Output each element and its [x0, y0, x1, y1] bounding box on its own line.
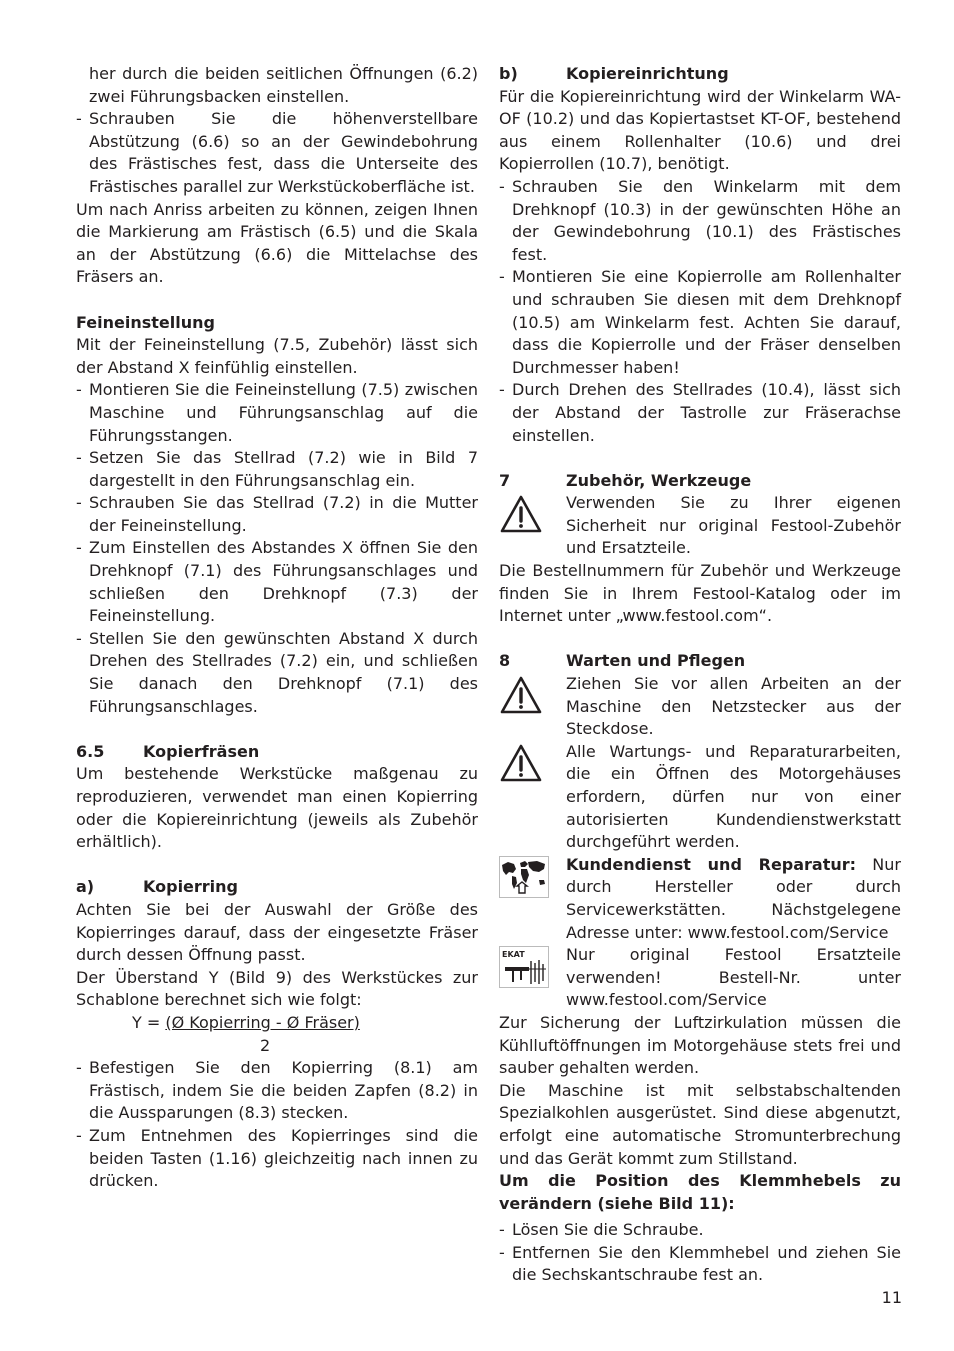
- warning-icon: [499, 492, 566, 560]
- paragraph: Zur Sicherung der Luftzirkulation müssen die Kühlluftöffnungen im Motorgehäuse stets frei und sauber gehalten werden.: [499, 1012, 901, 1078]
- intro-continuation: her durch die beiden seitlichen Öffnungen (6.2) zwei Führungsbacken einstellen.: [89, 64, 478, 106]
- page-number: 11: [881, 1288, 902, 1307]
- section-number: 8: [499, 651, 511, 671]
- warning-text: Ziehen Sie vor allen Arbeiten an der Maschine den Netzstecker aus der Steckdose.: [566, 674, 901, 739]
- list-item: - Schrauben Sie das Stellrad (7.2) in die Mutter der Feineinstellung.: [76, 493, 478, 535]
- service-block: [499, 854, 901, 944]
- bold-instruction: Um die Position des Klemmhebels zu verändern (siehe Bild 11):: [499, 1171, 901, 1213]
- list-item: - Befestigen Sie den Kopierring (8.1) am Frästisch, indem Sie die beiden Zapfen (8.2) in die Aussparungen (8.3) stecken.: [76, 1058, 478, 1123]
- list-item: - Zum Einstellen des Abstandes X öffnen Sie den Drehknopf (7.1) des Führungsanschlages und schließen den Drehknopf (7.3) der Feineinstellung.: [76, 538, 478, 626]
- section-title: Kopierring: [143, 877, 239, 897]
- section-heading-b: [499, 63, 901, 86]
- warning-icon: [499, 741, 566, 854]
- section-number: a): [76, 877, 95, 897]
- list-item-text: Schrauben Sie die höhenverstellbare Abstützung (6.6) so an der Gewindebohrung des Frästisches fest, dass die Unterseite des Frästisches parallel zur Werkstückoberfläche ist.: [89, 109, 478, 196]
- paragraph: Um nach Anriss arbeiten zu können, zeigen Ihnen die Markierung am Frästisch (6.5) und die Skala an der Abstützung (6.6) die Mittelachse des Fräsers an.: [76, 199, 478, 287]
- warning-icon: [499, 673, 566, 741]
- formula-numerator: (Ø Kopierring - Ø Fräser): [165, 1012, 360, 1032]
- ekat-icon: [499, 944, 566, 1012]
- formula-denominator: 2: [260, 1035, 271, 1055]
- ekat-text: Nur original Festool Ersatzteile verwenden! Bestell-Nr. unter www.festool.com/Service: [566, 945, 901, 1010]
- list-item: - Montieren Sie die Feineinstellung (7.5) zwischen Maschine und Führungsanschlag auf die Führungsstangen.: [76, 380, 478, 445]
- paragraph: Um bestehende Werkstücke maßgenau zu reproduzieren, verwendet man einen Kopierring oder die Kopiereinrichtung (jeweils als Zubehör erhältlich).: [76, 764, 478, 852]
- list-item: - Setzen Sie das Stellrad (7.2) wie in Bild 7 dargestellt in den Führungsanschlag ein.: [76, 448, 478, 490]
- service-text: [566, 854, 901, 944]
- paragraph: Achten Sie bei der Auswahl der Größe des Kopierringes darauf, dass der eingesetzte Fräser durch dessen Öffnung passt.: [76, 899, 478, 965]
- paragraph: Für die Kopiereinrichtung wird der Winkelarm WA-OF (10.2) und das Kopiertastset KT-OF, bestehend aus einem Rollenhalter (10.6) und drei Kopierrollen (10.7), benötigt.: [499, 86, 901, 174]
- list-item: - Montieren Sie eine Kopierrolle am Rollenhalter und schrauben Sie diesen mit dem Drehknopf (10.5) am Winkelarm fest. Achten Sie darauf, dass die Kopierrolle und der Fräser denselben Durchmesser haben!: [499, 267, 901, 377]
- section-number: 7: [499, 470, 511, 490]
- section-title: Zubehör, Werkzeuge: [566, 470, 752, 490]
- section-heading-8: [499, 650, 901, 673]
- warning-text: Verwenden Sie zu Ihrer eigenen Sicherheit nur original Festool-Zubehör und Ersatzteile.: [566, 493, 901, 558]
- list-item: - Schrauben Sie den Winkelarm mit dem Drehknopf (10.3) in der gewünschten Höhe an der Gewindebohrung (10.1) des Frästisches fest.: [499, 176, 901, 264]
- section-heading-6-5: [76, 741, 478, 764]
- formula-lhs: Y =: [132, 1012, 166, 1032]
- list-item: - Entfernen Sie den Klemmhebel und ziehen Sie die Sechskantschraube fest an.: [499, 1242, 901, 1285]
- service-map-icon: [499, 854, 566, 944]
- warning-block: [499, 741, 901, 854]
- section-heading-7: [499, 470, 901, 493]
- paragraph: Mit der Feineinstellung (7.5, Zubehör) lässt sich der Abstand X feinfühlig einstellen.: [76, 335, 478, 377]
- list-item: - Durch Drehen des Stellrades (10.4), lässt sich der Abstand der Tastrolle zur Fräserachse einstellen.: [499, 380, 901, 445]
- list-item: - Zum Entnehmen des Kopierringes sind die beiden Tasten (1.16) gleichzeitig nach innen zu drücken.: [76, 1125, 478, 1191]
- paragraph: Die Maschine ist mit selbstabschaltenden Spezialkohlen ausgerüstet. Sind diese abgenutzt, erfolgt eine automatische Stromunterbrechung und das Gerät kommt zum Stillstand.: [499, 1080, 901, 1168]
- warning-text: Alle Wartungs- und Reparaturarbeiten, die ein Öffnen des Motorgehäuses erfordern, dürfen nur von einer autorisierten Kundendienstwerkstatt durchgeführt werden.: [566, 741, 901, 852]
- formula: [76, 1012, 478, 1035]
- subheading-feineinstellung: Feineinstellung: [76, 312, 215, 332]
- section-number: b): [499, 64, 518, 83]
- list-item: - Lösen Sie die Schraube.: [499, 1220, 704, 1240]
- left-column: [76, 63, 478, 1193]
- warning-block: [499, 673, 901, 741]
- list-item: - Stellen Sie den gewünschten Abstand X durch Drehen des Stellrades (7.2) ein, und schließen Sie danach den Drehknopf (7.1) des Führungsanschlages.: [76, 628, 478, 716]
- section-heading-a: [76, 876, 478, 899]
- section-title: Kopiereinrichtung: [566, 64, 729, 83]
- warning-block: [499, 492, 901, 560]
- right-column: [499, 63, 901, 1287]
- service-label: Kundendienst und Reparatur:: [566, 854, 857, 874]
- ekat-label: EKAT: [502, 950, 525, 960]
- paragraph: Die Bestellnummern für Zubehör und Werkzeuge finden Sie in Ihrem Festool-Katalog oder im Internet unter „www.festool.com“.: [499, 561, 901, 626]
- service-detail: Nur durch Hersteller oder durch Servicewerkstätten. Nächstgelegene Adresse unter: www.festool.com/Service: [566, 854, 901, 942]
- ekat-block: [499, 944, 901, 1012]
- section-title: Warten und Pflegen: [566, 651, 746, 671]
- section-number: 6.5: [76, 741, 105, 761]
- list-item: - Schrauben Sie die höhenverstellbare Abstützung (6.6) so an der Gewindebohrung des Frästisches fest, dass die Unterseite des Frästisches parallel zur Werkstückoberfläche ist.: [76, 108, 478, 198]
- section-title: Kopierfräsen: [143, 741, 260, 761]
- paragraph: Der Überstand Y (Bild 9) des Werkstückes zur Schablone berechnet sich wie folgt:: [76, 967, 478, 1010]
